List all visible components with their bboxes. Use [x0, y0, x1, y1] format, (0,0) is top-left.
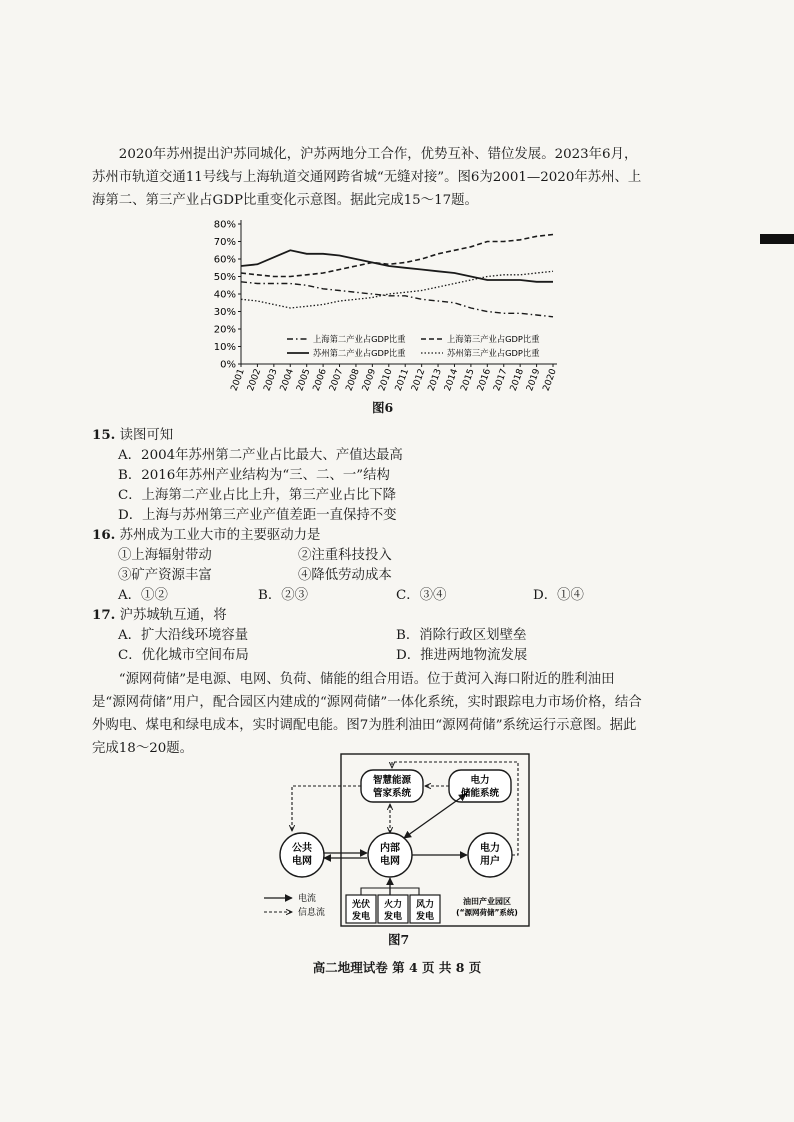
x-tick-label: 2004: [278, 367, 297, 393]
question-16-stem: [92, 524, 320, 543]
energy-storage-label-1: 电力: [470, 775, 490, 786]
y-tick-label: 70%: [213, 237, 236, 248]
y-tick-label: 60%: [213, 254, 236, 266]
public-grid-label-2: 电网: [292, 856, 312, 867]
intro-paragraph-2: [92, 668, 648, 760]
pv-label-2: 发电: [351, 912, 371, 922]
y-tick-label: 10%: [213, 342, 236, 353]
x-tick-label: 2005: [295, 367, 313, 393]
series-line-1: [241, 282, 553, 317]
x-tick-label: 2009: [360, 367, 379, 393]
power-user-label-2: 用户: [480, 856, 500, 867]
x-tick-label: 2014: [443, 367, 461, 393]
page-footer: 高二地理试卷 第 4 页 共 8 页: [312, 960, 482, 975]
x-tick-label: 2015: [459, 367, 477, 393]
question-15-option-b: B．2016年苏州产业结构为“三、二、一”结构: [118, 468, 390, 483]
internal-grid-label-2: 电网: [380, 856, 400, 867]
wind-label-2: 发电: [415, 912, 435, 922]
question-17-option-a: A．扩大沿线环境容量: [118, 628, 249, 643]
gdp-share-line-chart: [205, 214, 565, 414]
y-tick-label: 80%: [213, 219, 236, 231]
x-tick-label: 2010: [377, 367, 395, 393]
series-line-2: [241, 235, 553, 277]
x-tick-label: 2019: [525, 367, 543, 393]
public-grid-label-1: 公共: [292, 843, 312, 854]
question-16-option-a: A．①②: [118, 588, 168, 603]
x-tick-label: 2016: [475, 367, 494, 393]
figure-7-caption: 图7: [388, 932, 410, 947]
question-17-text: 沪苏城轨互通，将: [119, 608, 227, 623]
question-16-item-4: ④降低劳动成本: [298, 568, 392, 583]
legend-label-1: 上海第二产业占GDP比重: [313, 334, 406, 344]
x-tick-label: 2003: [262, 367, 280, 393]
x-tick-label: 2011: [393, 367, 412, 393]
question-16-text: 苏州成为工业大市的主要驱动力是: [119, 528, 321, 543]
power-user-label-1: 电力: [480, 843, 500, 854]
park-label-2: (“源网荷储”系统): [456, 908, 518, 917]
series-line-3: [241, 250, 553, 281]
thermal-label-1: 火力: [383, 900, 403, 910]
question-17-option-d: D．推进两地物流发展: [396, 648, 528, 663]
question-16-option-c: C．③④: [396, 588, 447, 603]
x-tick-label: 2013: [426, 367, 444, 393]
question-16-option-d: D．①④: [533, 588, 584, 603]
binding-margin-mark: [760, 234, 794, 244]
x-tick-label: 2002: [246, 367, 264, 393]
series-line-4: [241, 271, 553, 308]
question-16-number: 16.: [92, 527, 116, 543]
y-tick-label: 40%: [213, 289, 236, 301]
internal-grid-node: [368, 833, 412, 877]
info-management-to-public: [292, 786, 361, 831]
intro-text-1: 2020年苏州提出沪苏同城化，沪苏两地分工合作，优势互补、错位发展。2023年6月，苏州市轨道交通11号线与上海轨道交通网跨省城“无缝对接”。图6为2001—2020年苏州、上海第二、第三产业占GDP比重变化示意图。据此完成15～17题。: [92, 147, 642, 208]
y-tick-label: 20%: [213, 324, 236, 336]
x-tick-label: 2008: [344, 367, 362, 393]
wind-label-1: 风力: [415, 900, 435, 910]
x-tick-label: 2007: [328, 367, 346, 393]
question-17-number: 17.: [92, 607, 116, 623]
question-17-option-c: C．优化城市空间布局: [118, 648, 249, 663]
x-tick-label: 2018: [508, 367, 526, 393]
question-15-number: 15.: [92, 427, 116, 443]
x-tick-label: 2006: [311, 367, 329, 393]
legend-current-label: 电流: [298, 894, 317, 904]
x-tick-label: 2001: [229, 367, 247, 393]
question-17-stem: [92, 604, 227, 623]
question-16-item-2: ②注重科技投入: [298, 548, 392, 563]
y-tick-label: 30%: [213, 307, 236, 318]
y-tick-label: 0%: [220, 359, 236, 371]
legend-label-3: 苏州第二产业占GDP比重: [313, 348, 406, 358]
legend-label-4: 苏州第三产业占GDP比重: [447, 348, 540, 358]
question-15-text: 读图可知: [119, 428, 174, 443]
figure-6-caption: 图6: [372, 400, 394, 415]
legend-label-2: 上海第三产业占GDP比重: [447, 334, 540, 344]
intro-paragraph-1: [92, 143, 648, 212]
source-grid-load-storage-diagram: [262, 752, 532, 930]
x-tick-label: 2017: [492, 367, 510, 393]
question-16-item-1: ①上海辐射带动: [118, 548, 212, 563]
thermal-label-2: 发电: [383, 912, 403, 922]
park-label-1: 油田产业园区: [463, 897, 511, 906]
question-15-option-a: A．2004年苏州第二产业占比最大、产值达最高: [118, 448, 403, 463]
question-15-option-d: D．上海与苏州第三产业产值差距一直保持不变: [118, 508, 397, 523]
internal-grid-label-1: 内部: [380, 843, 400, 854]
legend-info-label: 信息流: [298, 908, 326, 918]
question-16-option-b: B．②③: [258, 588, 309, 603]
y-tick-label: 50%: [213, 272, 236, 283]
energy-management-label-1: 智慧能源: [372, 775, 412, 786]
public-grid-node: [280, 833, 324, 877]
energy-storage-label-2: 储能系统: [460, 788, 500, 799]
pv-label-1: 光伏: [351, 900, 371, 910]
x-tick-label: 2020: [541, 367, 559, 393]
question-15-stem: [92, 424, 173, 443]
question-17-option-b: B．消除行政区划壁垒: [396, 628, 527, 643]
power-user-node: [468, 833, 512, 877]
x-tick-label: 2012: [410, 367, 428, 393]
question-16-item-3: ③矿产资源丰富: [118, 568, 212, 583]
energy-management-label-2: 管家系统: [372, 788, 412, 799]
intro-text-2: “源网荷储”是电源、电网、负荷、储能的组合用语。位于黄河入海口附近的胜利油田是“源网荷储”用户，配合园区内建成的“源网荷储”一体化系统，实时跟踪电力市场价格，结合外购电、煤电和绿电成本，实时调配电能。图7为胜利油田“源网荷储”系统运行示意图。据此完成18～20题。: [92, 672, 642, 756]
question-15-option-c: C．上海第二产业占比上升，第三产业占比下降: [118, 488, 397, 503]
